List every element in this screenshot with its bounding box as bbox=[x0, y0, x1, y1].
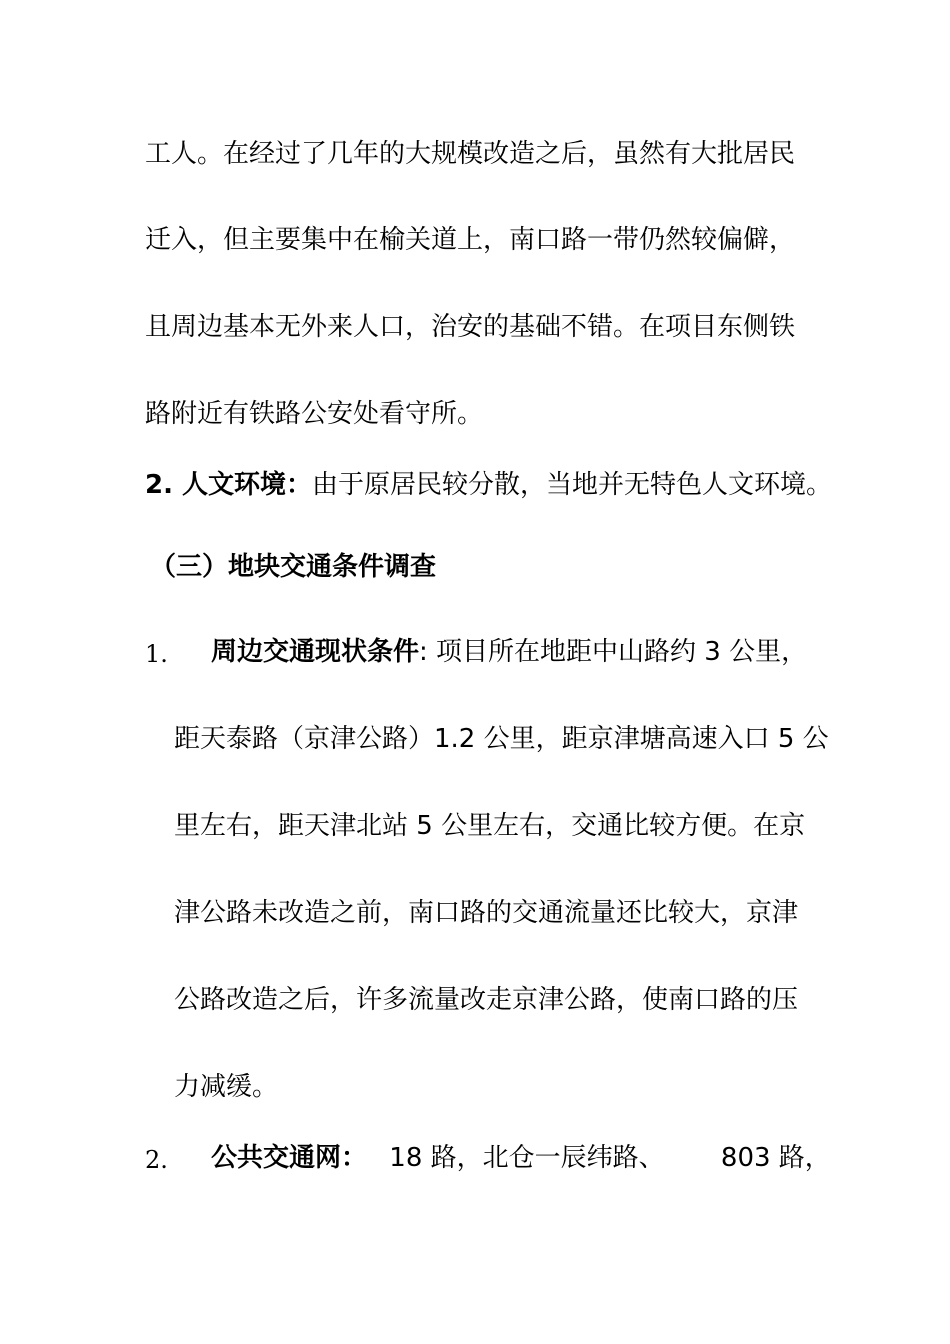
item2-number: 2. bbox=[145, 1146, 168, 1174]
para1-line-3: 且周边基本无外来人口，治安的基础不错。在项目东侧铁 bbox=[145, 312, 796, 342]
item2-line bbox=[211, 1141, 831, 1175]
culture-paragraph bbox=[145, 468, 832, 502]
para1-line-2: 迁入，但主要集中在榆关道上，南口路一带仍然较偏僻， bbox=[145, 225, 796, 255]
item1-first-line bbox=[211, 635, 807, 669]
section-heading: （三）地块交通条件调查 bbox=[150, 552, 437, 582]
item2-text-a: 18 路，北仓一辰纬路、 bbox=[389, 1143, 665, 1173]
item1-number: 1. bbox=[145, 640, 168, 668]
item1-line-2: 距天泰路（京津公路）1.2 公里，距京津塘高速入口 5 公 bbox=[174, 724, 829, 754]
para1-line-4: 路附近有铁路公安处看守所。 bbox=[145, 399, 484, 429]
culture-label: 2. 人文环境： bbox=[145, 470, 313, 500]
item1-label: 周边交通现状条件 bbox=[211, 637, 420, 667]
item1-line-6: 力减缓。 bbox=[174, 1072, 279, 1102]
culture-text: 由于原居民较分散，当地并无特色人文环境。 bbox=[312, 470, 833, 500]
item1-line-5: 公路改造之后，许多流量改走京津公路，使南口路的压 bbox=[174, 985, 799, 1015]
para1-line-1: 工人。在经过了几年的大规模改造之后，虽然有大批居民 bbox=[145, 139, 796, 169]
item1-first-line-text: : 项目所在地距中山路约 3 公里， bbox=[419, 637, 808, 667]
item2-label: 公共交通网： bbox=[211, 1143, 368, 1173]
item1-line-4: 津公路未改造之前，南口路的交通流量还比较大，京津 bbox=[174, 898, 799, 928]
item1-line-3: 里左右，距天津北站 5 公里左右，交通比较方便。在京 bbox=[174, 811, 806, 841]
item2-text-b: 803 路， bbox=[720, 1143, 831, 1173]
